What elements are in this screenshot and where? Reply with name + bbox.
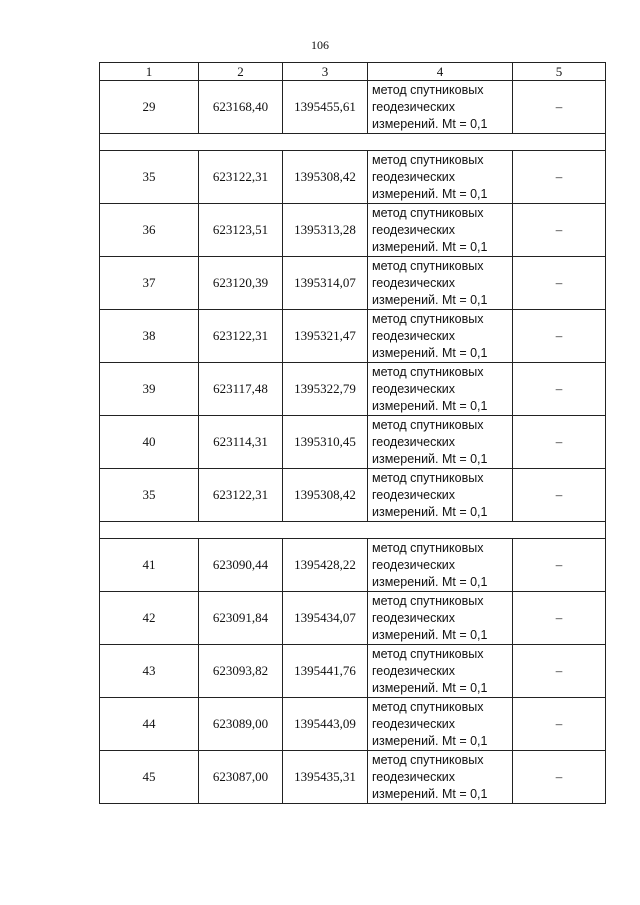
method-text-line3: измерений. Mt = 0,1 <box>372 627 488 642</box>
group-separator-cell <box>100 522 606 539</box>
method-text-line1: метод спутниковых <box>372 752 484 767</box>
table-header-row <box>100 63 606 81</box>
y-coordinate-cell: 1395428,22 <box>283 539 368 592</box>
method-text-line2: геодезических <box>372 169 456 184</box>
dash-cell: – <box>513 751 606 804</box>
y-coordinate-cell: 1395455,61 <box>283 81 368 134</box>
point-number-cell: 44 <box>100 698 199 751</box>
point-number-cell: 41 <box>100 539 199 592</box>
method-cell <box>368 698 513 751</box>
column-header-2: 2 <box>199 63 283 81</box>
x-coordinate-cell: 623117,48 <box>199 363 283 416</box>
point-number-cell: 43 <box>100 645 199 698</box>
dash-cell: – <box>513 204 606 257</box>
x-coordinate-cell: 623089,00 <box>199 698 283 751</box>
method-text-line1: метод спутниковых <box>372 82 484 97</box>
x-coordinate-cell: 623120,39 <box>199 257 283 310</box>
y-coordinate-cell: 1395314,07 <box>283 257 368 310</box>
table-row <box>100 310 606 363</box>
method-text-line3: измерений. Mt = 0,1 <box>372 398 488 413</box>
method-text-line1: метод спутниковых <box>372 364 484 379</box>
x-coordinate-cell: 623087,00 <box>199 751 283 804</box>
dash-cell: – <box>513 81 606 134</box>
method-cell <box>368 539 513 592</box>
method-text-line3: измерений. Mt = 0,1 <box>372 451 488 466</box>
method-cell <box>368 751 513 804</box>
method-text-line2: геодезических <box>372 275 456 290</box>
method-text-line2: геодезических <box>372 99 456 114</box>
method-cell <box>368 204 513 257</box>
method-cell <box>368 416 513 469</box>
method-text-line2: геодезических <box>372 434 456 449</box>
y-coordinate-cell: 1395443,09 <box>283 698 368 751</box>
x-coordinate-cell: 623122,31 <box>199 151 283 204</box>
method-cell <box>368 81 513 134</box>
method-text-line3: измерений. Mt = 0,1 <box>372 239 488 254</box>
y-coordinate-cell: 1395441,76 <box>283 645 368 698</box>
y-coordinate-cell: 1395321,47 <box>283 310 368 363</box>
point-number-cell: 35 <box>100 469 199 522</box>
method-text-line2: геодезических <box>372 716 456 731</box>
method-cell <box>368 310 513 363</box>
y-coordinate-cell: 1395313,28 <box>283 204 368 257</box>
y-coordinate-cell: 1395434,07 <box>283 592 368 645</box>
point-number-cell: 42 <box>100 592 199 645</box>
method-text-line2: геодезических <box>372 610 456 625</box>
table-body <box>100 81 606 804</box>
table-row <box>100 539 606 592</box>
y-coordinate-cell: 1395308,42 <box>283 151 368 204</box>
method-text-line3: измерений. Mt = 0,1 <box>372 680 488 695</box>
method-text-line3: измерений. Mt = 0,1 <box>372 116 488 131</box>
table-row <box>100 81 606 134</box>
point-number-cell: 38 <box>100 310 199 363</box>
method-text-line3: измерений. Mt = 0,1 <box>372 345 488 360</box>
dash-cell: – <box>513 363 606 416</box>
method-text-line1: метод спутниковых <box>372 593 484 608</box>
table-row <box>100 698 606 751</box>
method-cell <box>368 592 513 645</box>
method-text-line1: метод спутниковых <box>372 152 484 167</box>
method-cell <box>368 257 513 310</box>
method-text-line1: метод спутниковых <box>372 417 484 432</box>
point-number-cell: 29 <box>100 81 199 134</box>
method-text-line2: геодезических <box>372 769 456 784</box>
point-number-cell: 40 <box>100 416 199 469</box>
point-number-cell: 35 <box>100 151 199 204</box>
method-text-line1: метод спутниковых <box>372 699 484 714</box>
coordinates-table <box>99 62 606 804</box>
method-text-line1: метод спутниковых <box>372 470 484 485</box>
dash-cell: – <box>513 592 606 645</box>
dash-cell: – <box>513 698 606 751</box>
point-number-cell: 36 <box>100 204 199 257</box>
column-header-1: 1 <box>100 63 199 81</box>
point-number-cell: 39 <box>100 363 199 416</box>
method-text-line3: измерений. Mt = 0,1 <box>372 504 488 519</box>
dash-cell: – <box>513 257 606 310</box>
x-coordinate-cell: 623093,82 <box>199 645 283 698</box>
y-coordinate-cell: 1395322,79 <box>283 363 368 416</box>
table-row <box>100 751 606 804</box>
table-row <box>100 257 606 310</box>
table-row <box>100 592 606 645</box>
method-text-line2: геодезических <box>372 557 456 572</box>
x-coordinate-cell: 623123,51 <box>199 204 283 257</box>
table-row <box>100 363 606 416</box>
point-number-cell: 37 <box>100 257 199 310</box>
method-cell <box>368 151 513 204</box>
dash-cell: – <box>513 416 606 469</box>
method-text-line1: метод спутниковых <box>372 205 484 220</box>
method-text-line3: измерений. Mt = 0,1 <box>372 292 488 307</box>
method-text-line3: измерений. Mt = 0,1 <box>372 733 488 748</box>
x-coordinate-cell: 623122,31 <box>199 469 283 522</box>
method-cell <box>368 469 513 522</box>
y-coordinate-cell: 1395310,45 <box>283 416 368 469</box>
table-row <box>100 204 606 257</box>
x-coordinate-cell: 623168,40 <box>199 81 283 134</box>
method-text-line2: геодезических <box>372 663 456 678</box>
method-text-line1: метод спутниковых <box>372 540 484 555</box>
method-text-line3: измерений. Mt = 0,1 <box>372 786 488 801</box>
y-coordinate-cell: 1395435,31 <box>283 751 368 804</box>
method-text-line2: геодезических <box>372 222 456 237</box>
table-row <box>100 469 606 522</box>
method-text-line1: метод спутниковых <box>372 258 484 273</box>
table-row <box>100 645 606 698</box>
column-header-3: 3 <box>283 63 368 81</box>
point-number-cell: 45 <box>100 751 199 804</box>
method-text-line2: геодезических <box>372 487 456 502</box>
dash-cell: – <box>513 645 606 698</box>
method-text-line1: метод спутниковых <box>372 311 484 326</box>
method-text-line2: геодезических <box>372 328 456 343</box>
x-coordinate-cell: 623091,84 <box>199 592 283 645</box>
dash-cell: – <box>513 310 606 363</box>
x-coordinate-cell: 623114,31 <box>199 416 283 469</box>
method-text-line3: измерений. Mt = 0,1 <box>372 574 488 589</box>
dash-cell: – <box>513 539 606 592</box>
method-text-line2: геодезических <box>372 381 456 396</box>
dash-cell: – <box>513 469 606 522</box>
column-header-5: 5 <box>513 63 606 81</box>
x-coordinate-cell: 623122,31 <box>199 310 283 363</box>
x-coordinate-cell: 623090,44 <box>199 539 283 592</box>
group-separator-row <box>100 522 606 539</box>
dash-cell: – <box>513 151 606 204</box>
method-text-line1: метод спутниковых <box>372 646 484 661</box>
table-row <box>100 416 606 469</box>
page-number: 106 <box>311 38 329 52</box>
method-cell <box>368 645 513 698</box>
method-cell <box>368 363 513 416</box>
table-row <box>100 151 606 204</box>
group-separator-cell <box>100 134 606 151</box>
column-header-4: 4 <box>368 63 513 81</box>
method-text-line3: измерений. Mt = 0,1 <box>372 186 488 201</box>
group-separator-row <box>100 134 606 151</box>
y-coordinate-cell: 1395308,42 <box>283 469 368 522</box>
